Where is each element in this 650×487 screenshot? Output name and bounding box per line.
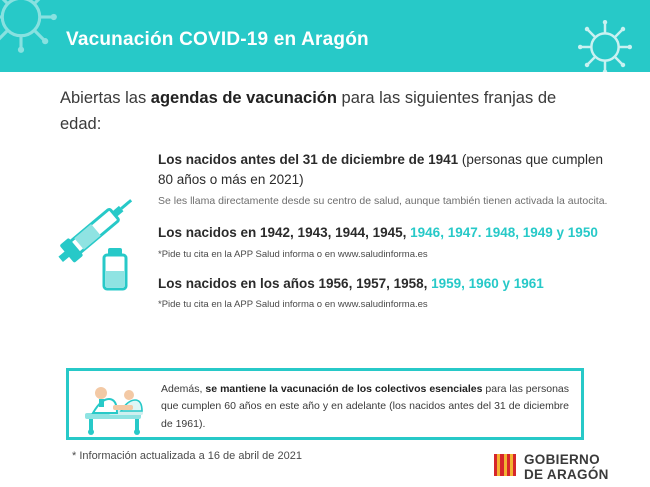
callout-bold: se mantiene la vacunación de los colectivos esenciales bbox=[205, 383, 483, 395]
intro-bold: agendas de vacunación bbox=[150, 89, 337, 107]
callout-prefix: Además, bbox=[161, 383, 206, 395]
block-subtext: Se les llama directamente desde su centro de salud, aunque también tienen activada la autocita. bbox=[158, 195, 608, 208]
logo-text bbox=[524, 452, 609, 482]
update-note: * Información actualizada a 16 de abril de 2021 bbox=[72, 450, 302, 462]
virus-icon bbox=[0, 0, 60, 56]
block-heading-normal: (personas que cumplen 80 años o más en 2021) bbox=[158, 152, 603, 187]
block-heading bbox=[158, 223, 608, 243]
intro-prefix: Abiertas las bbox=[60, 89, 151, 107]
block-heading-bold: Los nacidos en 1942, 1943, 1944, 1945, bbox=[158, 225, 411, 241]
virus-icon bbox=[574, 16, 636, 72]
essential-workers-callout bbox=[66, 368, 584, 440]
block-heading bbox=[158, 274, 608, 294]
block-note: *Pide tu cita en la APP Salud informa o en www.saludinforma.es bbox=[158, 299, 428, 311]
age-group-block bbox=[158, 150, 608, 209]
block-heading bbox=[158, 150, 608, 189]
logo-line-1: GOBIERNO bbox=[524, 452, 600, 467]
header-banner bbox=[0, 0, 650, 72]
page-title: Vacunación COVID-19 en Aragón bbox=[66, 29, 369, 50]
block-heading-highlight: 1959, 1960 y 1961 bbox=[431, 275, 544, 291]
intro-suffix: para las siguientes franjas de edad: bbox=[60, 89, 557, 133]
doctor-and-patient-icon bbox=[79, 379, 157, 435]
callout-suffix: para las personas que cumplen 60 años en este año y en adelante (los nacidos antes del 31 de diciembre de 1961). bbox=[161, 383, 570, 430]
callout-text bbox=[161, 381, 569, 433]
age-group-block bbox=[158, 223, 608, 260]
block-note: *Pide tu cita en la APP Salud informa o en www.saludinforma.es bbox=[158, 248, 428, 260]
intro-text bbox=[60, 86, 600, 137]
logo-line-2: DE ARAGÓN bbox=[524, 467, 609, 483]
block-heading-bold: Los nacidos en los años 1956, 1957, 1958, bbox=[158, 275, 432, 291]
gobierno-de-aragon-logo bbox=[494, 452, 634, 486]
age-group-blocks bbox=[158, 150, 608, 319]
aragon-flag-bars bbox=[494, 454, 520, 476]
syringe-and-vial-icon bbox=[48, 185, 144, 295]
block-heading-bold: Los nacidos antes del 31 de diciembre de 1941 bbox=[158, 152, 459, 167]
block-heading-highlight: 1946, 1947. 1948, 1949 y 1950 bbox=[410, 225, 598, 241]
age-group-block bbox=[158, 274, 608, 311]
